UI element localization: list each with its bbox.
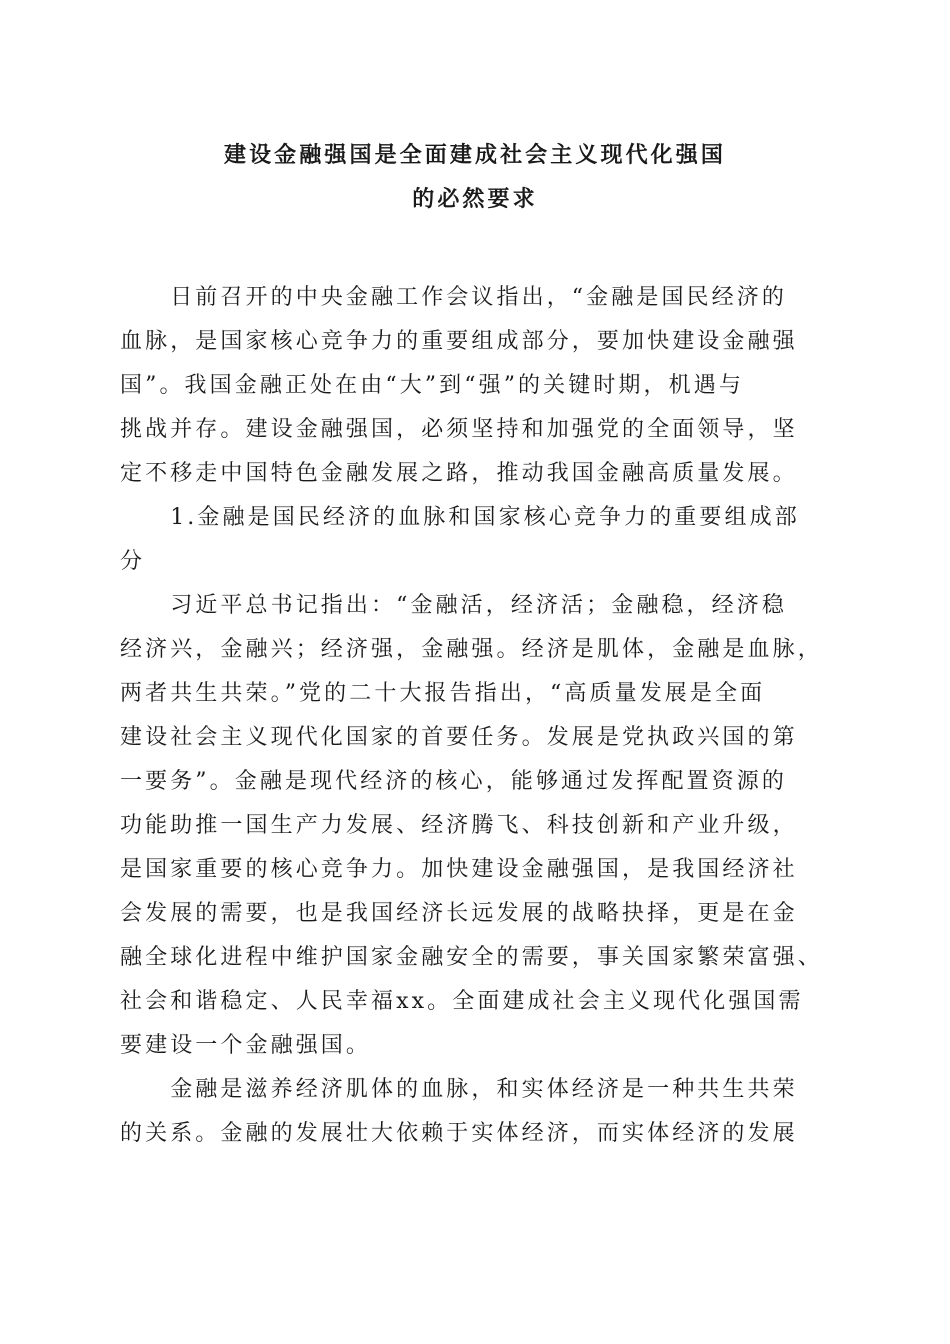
paragraph-blood-vessel — [120, 1068, 832, 1156]
text-line: 融全球化进程中维护国家金融安全的需要，事关国家繁荣富强、 — [120, 945, 823, 970]
paragraph-xi-quote — [120, 584, 832, 1068]
text-line: 国”。我国金融正处在由“大”到“强”的关键时期，机遇与 — [120, 373, 744, 398]
text-line: 会发展的需要，也是我国经济长远发展的战略抉择，更是在金 — [120, 901, 798, 926]
text-line: 习近平总书记指出：“金融活，经济活；金融稳，经济稳 — [120, 593, 787, 618]
text-line: 要建设一个金融强国。 — [120, 1033, 372, 1058]
text-line: 经济兴，金融兴；经济强，金融强。经济是肌体，金融是血脉， — [120, 637, 823, 662]
paragraph-intro — [120, 276, 832, 496]
heading-line: 分 — [120, 549, 146, 574]
text-line: 两者共生共荣。”党的二十大报告指出，“高质量发展是全面 — [120, 681, 766, 706]
text-line: 金融是滋养经济肌体的血脉，和实体经济是一种共生共荣 — [120, 1077, 798, 1102]
text-line: 社会和谐稳定、人民幸福xx。全面建成社会主义现代化强国需 — [120, 989, 804, 1014]
heading-line: 1.金融是国民经济的血脉和国家核心竞争力的重要组成部 — [120, 505, 800, 530]
text-line: 建设社会主义现代化国家的首要任务。发展是党执政兴国的第 — [120, 725, 798, 750]
text-line: 的关系。金融的发展壮大依赖于实体经济，而实体经济的发展 — [120, 1121, 798, 1146]
title-line-2: 的必然要求 — [412, 187, 538, 212]
text-line: 一要务”。金融是现代经济的核心，能够通过发挥配置资源的 — [120, 769, 787, 794]
title-line-1: 建设金融强国是全面建成社会主义现代化强国 — [223, 143, 726, 168]
text-line: 血脉，是国家核心竞争力的重要组成部分，要加快建设金融强 — [120, 329, 798, 354]
text-line: 是国家重要的核心竞争力。加快建设金融强国，是我国经济社 — [120, 857, 798, 882]
text-line: 功能助推一国生产力发展、经济腾飞、科技创新和产业升级， — [120, 813, 798, 838]
document-body — [120, 276, 832, 1156]
text-line: 挑战并存。建设金融强国，必须坚持和加强党的全面领导，坚 — [120, 417, 798, 442]
document-title — [100, 134, 850, 222]
text-line: 定不移走中国特色金融发展之路，推动我国金融高质量发展。 — [120, 461, 798, 486]
section-heading-1 — [120, 496, 832, 584]
text-line: 日前召开的中央金融工作会议指出，“金融是国民经济的 — [120, 285, 787, 310]
